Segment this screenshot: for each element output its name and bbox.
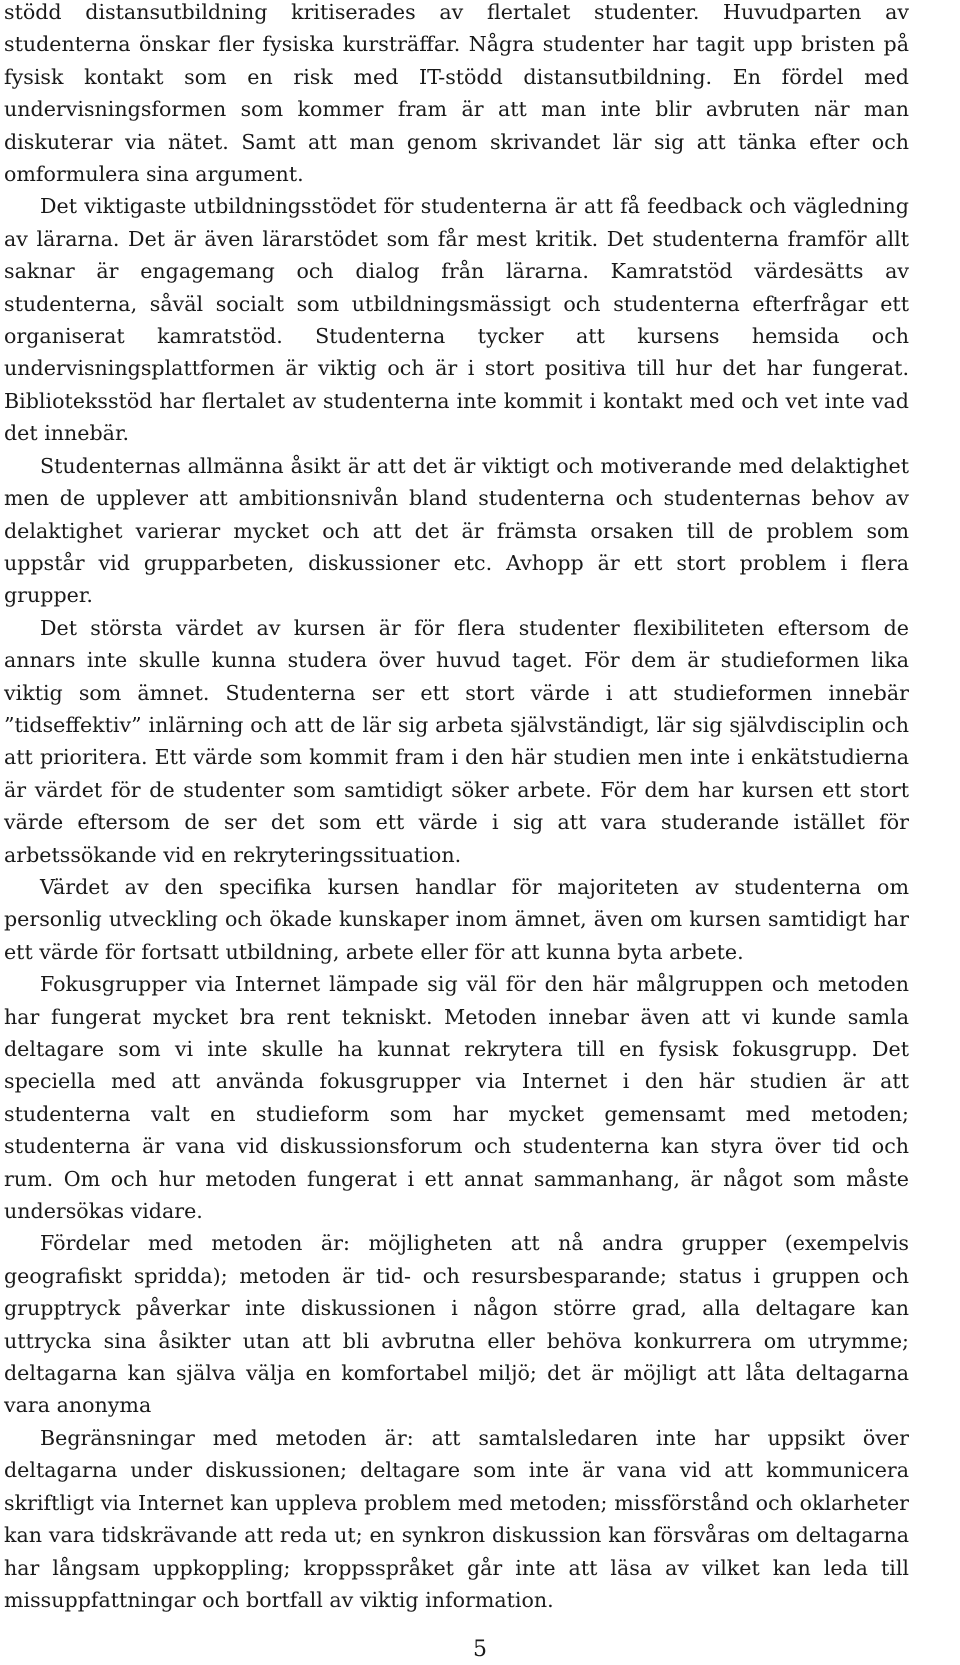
paragraph-course-value: Det största värdet av kursen är för flera studenter flexibiliteten eftersom de annars inte skulle kunna studera över huvud taget. För dem är studieformen lika viktig som ämnet. Studenterna ser ett stort värde i att studieformen innebär ”tidseffektiv” inlärning och att de lär sig arbeta självständigt, lär sig självdisciplin och att prioritera. Ett värde som kommit fram i den här studien men inte i enkätstudierna är värdet för de studenter som samtidigt söker arbete. För dem har kursen ett stort värde eftersom de ser det som ett värde i sig att vara studerande istället för arbetssökande vid en rekryteringssituation. — [4, 615, 909, 867]
document-body — [4, 0, 909, 1616]
paragraph-advantages: Fördelar med metoden är: möjligheten att nå andra grupper (exempelvis geografiskt spridda); metoden är tid- och resursbesparande; status i gruppen och grupptryck påverkar inte diskussionen i någon större grad, alla deltagare kan uttrycka sina åsikter utan att bli avbrutna eller behöva konkurrera om utrymme; deltagarna kan själva välja en komfortabel miljö; det är möjligt att låta deltagarna vara anonyma — [4, 1231, 909, 1418]
paragraph-specific-course-value: Värdet av den specifika kursen handlar för majoriteten av studenterna om personlig utveckling och ökade kunskaper inom ämnet, även om kursen samtidigt har ett värde för fortsatt utbildning, arbete eller för att kunna byta arbete. — [4, 874, 909, 964]
paragraph-educational-support: Det viktigaste utbildningsstödet för studenterna är att få feedback och vägledning av lärarna. Det är även lärarstödet som får mest kritik. Det studenterna framför allt saknar är engagemang och dialog från lärarna. Kamratstöd värdesätts av studenterna, såväl socialt som utbildningsmässigt och studenterna efterfrågar ett organiserat kamratstöd. Studenterna tycker att kursens hemsida och undervisningsplattformen är viktig och är i stort positiva till hur det har fungerat. Biblioteksstöd har flertalet av studenterna inte kommit i kontakt med och vet inte vad det innebär. — [4, 194, 909, 446]
paragraph-limitations: Begränsningar med metoden är: att samtalsledaren inte har uppsikt över deltagarna under diskussionen; deltagare som inte är vana vid att kommunicera skriftligt via Internet kan uppleva problem med metoden; missförstånd och oklarheter kan vara tidskrävande att reda ut; en synkron diskussion kan försvåras om deltagarna har långsam uppkoppling; kroppsspråket går inte att läsa av vilket kan leda till missuppfattningar och bortfall av viktig information. — [4, 1425, 909, 1612]
paragraph-participation: Studenternas allmänna åsikt är att det är viktigt och motiverande med delaktighet men de upplever att ambitionsnivån bland studenterna och studenternas behov av delaktighet varierar mycket och att det är främsta orsaken till de problem som uppstår vid grupparbeten, diskussioner etc. Avhopp är ett stort problem i flera grupper. — [4, 453, 909, 608]
page-number: 5 — [473, 1637, 487, 1662]
paragraph-continuation: stödd distansutbildning kritiserades av flertalet studenter. Huvudparten av studenterna önskar fler fysiska kursträffar. Några studenter har tagit upp bristen på fysisk kontakt som en risk med IT-stödd distansutbildning. En fördel med undervisningsformen som kommer fram är att man inte blir avbruten när man diskuterar via nätet. Samt att man genom skrivandet lär sig att tänka efter och omformulera sina argument. — [4, 0, 909, 187]
paragraph-focus-groups: Fokusgrupper via Internet lämpade sig väl för den här målgruppen och metoden har fungerat mycket bra rent tekniskt. Metoden innebar även att vi kunde samla deltagare som vi inte skulle ha kunnat rekrytera till en fysisk fokusgrupp. Det speciella med att använda fokusgrupper via Internet i den här studien är att studenterna valt en studieform som har mycket gemensamt med metoden; studenterna är vana vid diskussionsforum och studenterna kan styra över tid och rum. Om och hur metoden fungerat i ett annat sammanhang, är något som måste undersökas vidare. — [4, 972, 909, 1224]
